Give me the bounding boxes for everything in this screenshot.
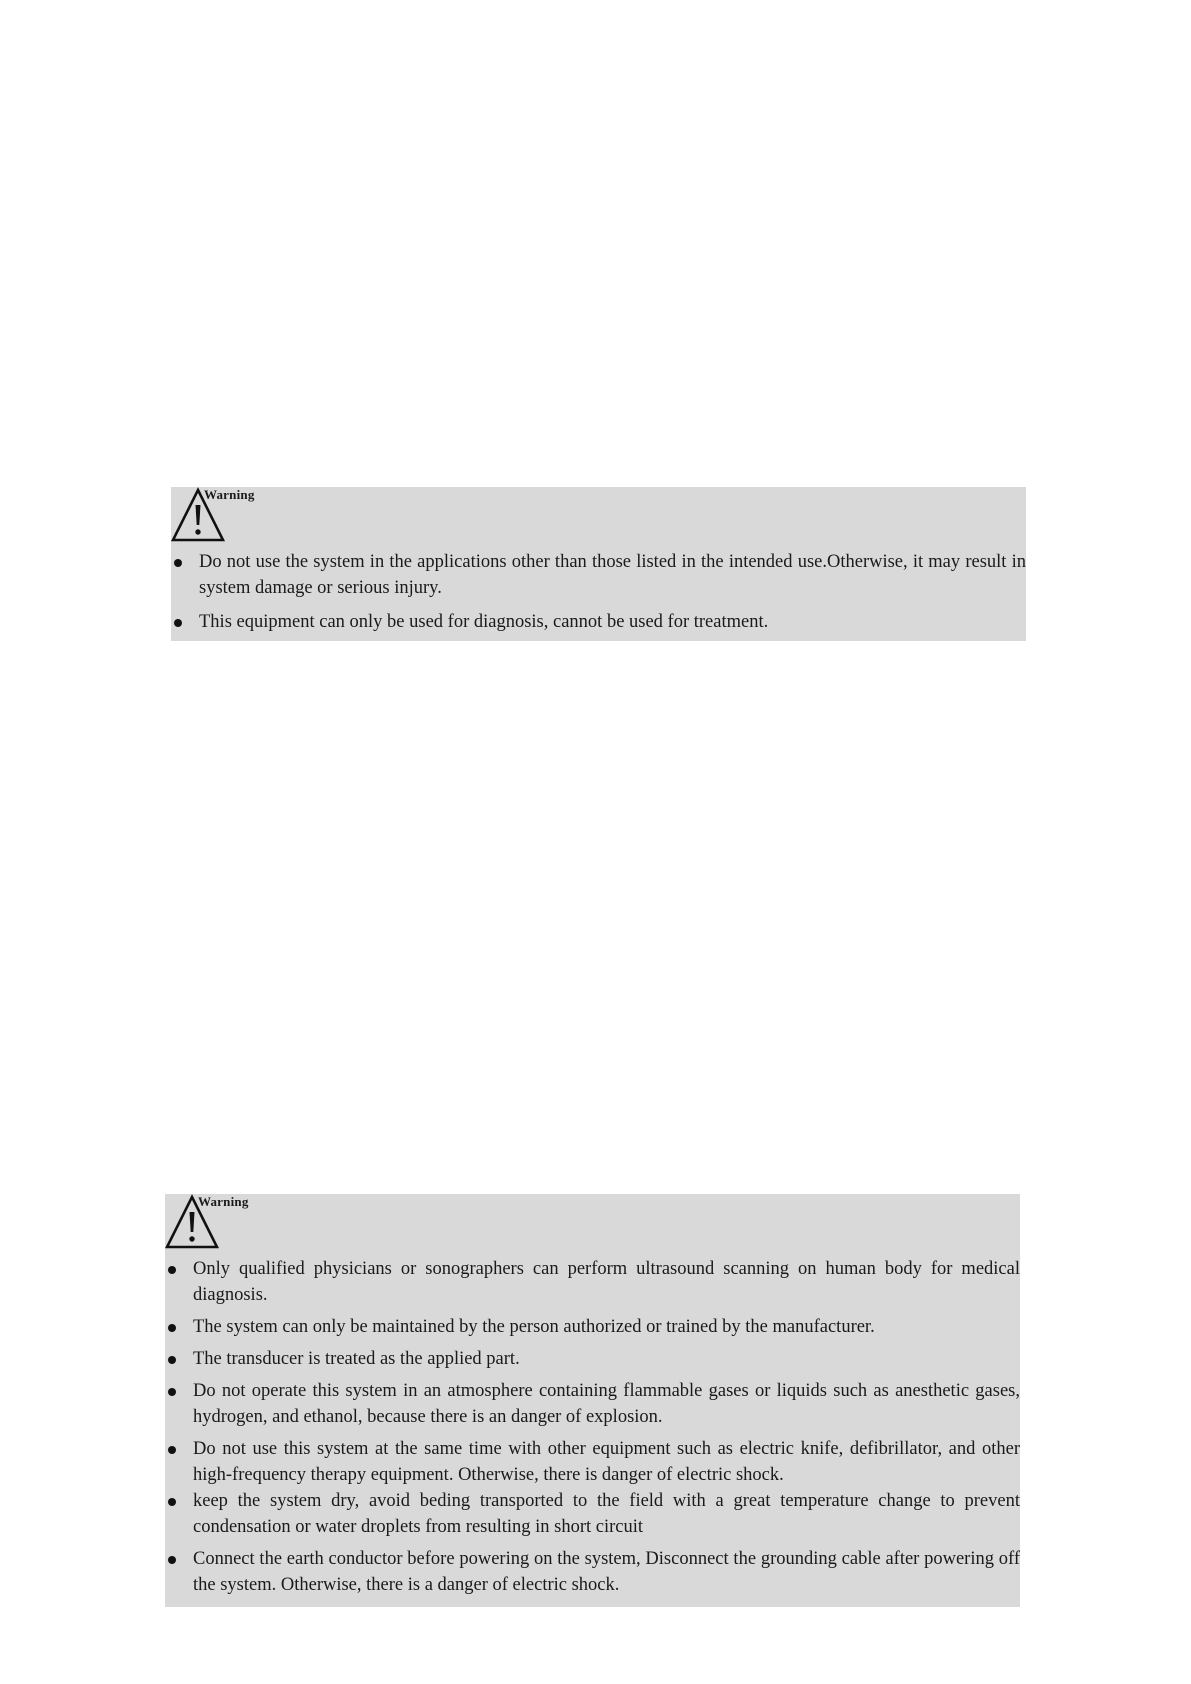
warning-item: The system can only be maintained by the person authorized or trained by the manufacturer. <box>165 1314 1020 1340</box>
warning-item: Do not use the system in the applications other than those listed in the intended use.Otherwise, it may result in system damage or serious injury. <box>171 549 1026 601</box>
warning-item: This equipment can only be used for diagnosis, cannot be used for treatment. <box>171 609 1026 635</box>
warning-list <box>171 549 1026 635</box>
warning-label: Warning <box>204 487 255 502</box>
warning-box-intended-use <box>171 487 1026 641</box>
warning-item: Do not operate this system in an atmosphere containing flammable gases or liquids such as anesthetic gases, hydrogen, and ethanol, because there is an danger of explosion. <box>165 1378 1020 1430</box>
warning-header <box>171 487 1026 549</box>
warning-box-safety <box>165 1194 1020 1607</box>
warning-item: Connect the earth conductor before powering on the system, Disconnect the grounding cable after powering off the system. Otherwise, there is a danger of electric shock. <box>165 1546 1020 1598</box>
warning-item: Do not use this system at the same time with other equipment such as electric knife, defibrillator, and other high-frequency therapy equipment. Otherwise, there is danger of electric shock. <box>165 1436 1020 1488</box>
warning-label: Warning <box>198 1194 249 1209</box>
warning-item: keep the system dry, avoid beding transported to the field with a great temperature change to prevent condensation or water droplets from resulting in short circuit <box>165 1488 1020 1540</box>
warning-header <box>165 1194 1020 1256</box>
warning-list <box>165 1256 1020 1598</box>
warning-item: Only qualified physicians or sonographers can perform ultrasound scanning on human body for medical diagnosis. <box>165 1256 1020 1308</box>
warning-item: The transducer is treated as the applied part. <box>165 1346 1020 1372</box>
